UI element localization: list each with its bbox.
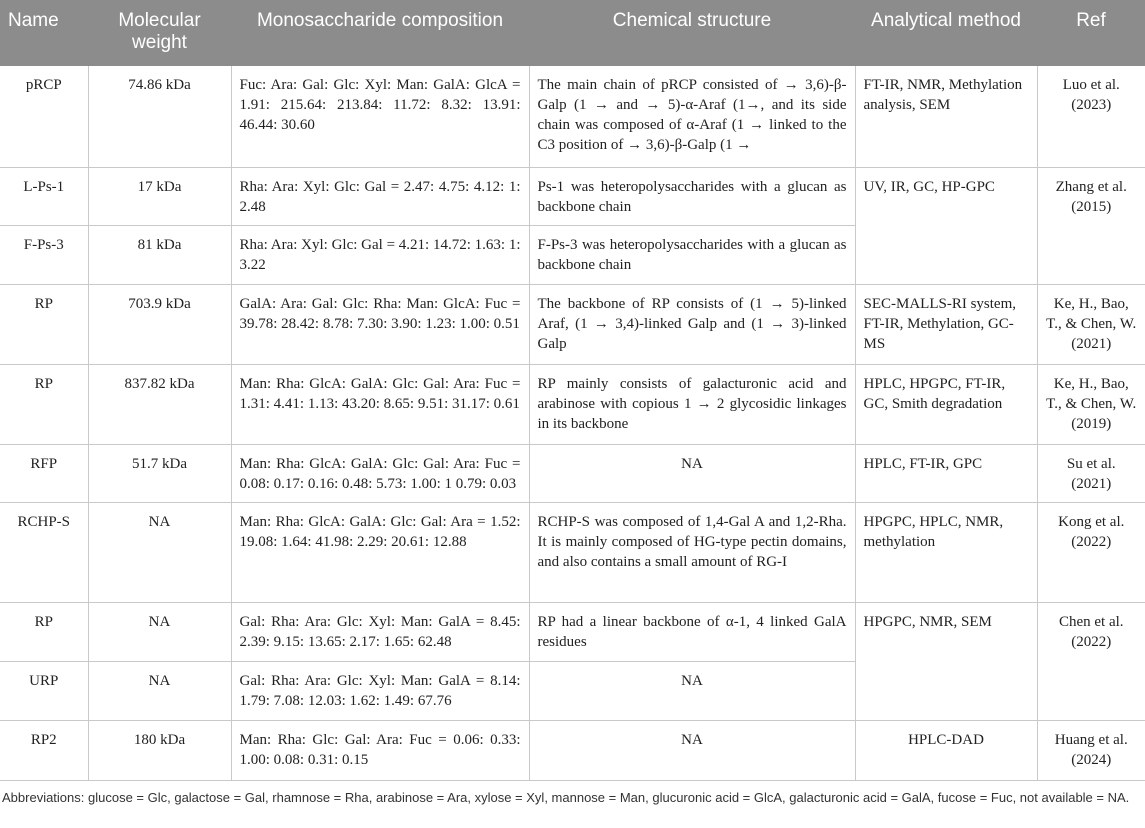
cell-chemical-structure: The main chain of pRCP consisted of → 3,6)-β-Galp (1 → and → 5)-α-Araf (1→, and its side chain was composed of α-Araf (1 → linked to the C3 position of → 3,6)-β-Galp (1 → xyxy=(529,66,855,167)
cell-chemical-structure: NA xyxy=(529,661,855,720)
cell-name: RCHP-S xyxy=(0,502,88,602)
cell-molecular-weight: NA xyxy=(88,602,231,661)
cell-molecular-weight: 180 kDa xyxy=(88,720,231,780)
cell-molecular-weight: 81 kDa xyxy=(88,225,231,284)
cell-monosaccharide: Man: Rha: GlcA: GalA: Glc: Gal: Ara = 1.52: 19.08: 1.64: 41.98: 2.29: 20.61: 12.88 xyxy=(231,502,529,602)
table-row xyxy=(0,284,1145,364)
cell-name: URP xyxy=(0,661,88,720)
cell-molecular-weight: NA xyxy=(88,502,231,602)
cell-name: pRCP xyxy=(0,66,88,167)
table-row xyxy=(0,720,1145,780)
cell-monosaccharide: Man: Rha: GlcA: GalA: Glc: Gal: Ara: Fuc = 0.08: 0.17: 0.16: 0.48: 5.73: 1.00: 1 0.79: 0.03 xyxy=(231,444,529,502)
cell-name: RFP xyxy=(0,444,88,502)
table-row xyxy=(0,167,1145,225)
cell-ref: Kong et al. (2022) xyxy=(1037,502,1145,602)
cell-analytical-method: HPLC, FT-IR, GPC xyxy=(855,444,1037,502)
header-ref: Ref xyxy=(1037,0,1145,66)
cell-molecular-weight: 703.9 kDa xyxy=(88,284,231,364)
cell-name: L-Ps-1 xyxy=(0,167,88,225)
header-monosaccharide: Monosaccharide composition xyxy=(231,0,529,66)
cell-monosaccharide: Gal: Rha: Ara: Glc: Xyl: Man: GalA = 8.45: 2.39: 9.15: 13.65: 2.17: 1.65: 62.48 xyxy=(231,602,529,661)
cell-monosaccharide: Rha: Ara: Xyl: Glc: Gal = 4.21: 14.72: 1.63: 1: 3.22 xyxy=(231,225,529,284)
cell-name: RP xyxy=(0,602,88,661)
cell-molecular-weight: 51.7 kDa xyxy=(88,444,231,502)
cell-monosaccharide: Rha: Ara: Xyl: Glc: Gal = 2.47: 4.75: 4.12: 1: 2.48 xyxy=(231,167,529,225)
cell-molecular-weight: 17 kDa xyxy=(88,167,231,225)
cell-analytical-method: HPLC, HPGPC, FT-IR, GC, Smith degradation xyxy=(855,364,1037,444)
header-analytical-method: Analytical method xyxy=(855,0,1037,66)
cell-monosaccharide: GalA: Ara: Gal: Glc: Rha: Man: GlcA: Fuc = 39.78: 28.42: 8.78: 7.30: 3.90: 1.23: 1.00: 0.51 xyxy=(231,284,529,364)
cell-molecular-weight: NA xyxy=(88,661,231,720)
cell-chemical-structure: NA xyxy=(529,720,855,780)
table-row xyxy=(0,364,1145,444)
cell-chemical-structure: The backbone of RP consists of (1 → 5)-linked Araf, (1 → 3,4)-linked Galp and (1 → 3)-linked Galp xyxy=(529,284,855,364)
header-chemical-structure: Chemical structure xyxy=(529,0,855,66)
cell-chemical-structure: F-Ps-3 was heteropolysaccharides with a glucan as backbone chain xyxy=(529,225,855,284)
cell-chemical-structure: Ps-1 was heteropolysaccharides with a glucan as backbone chain xyxy=(529,167,855,225)
cell-name: RP xyxy=(0,284,88,364)
cell-ref: Ke, H., Bao, T., & Chen, W. (2021) xyxy=(1037,284,1145,364)
cell-chemical-structure: RP had a linear backbone of α-1, 4 linked GalA residues xyxy=(529,602,855,661)
cell-ref: Chen et al. (2022) xyxy=(1037,602,1145,720)
cell-ref: Zhang et al. (2015) xyxy=(1037,167,1145,284)
cell-analytical-method: HPLC-DAD xyxy=(855,720,1037,780)
table-row xyxy=(0,66,1145,167)
table-row xyxy=(0,444,1145,502)
cell-name: RP xyxy=(0,364,88,444)
cell-ref: Ke, H., Bao, T., & Chen, W. (2019) xyxy=(1037,364,1145,444)
cell-monosaccharide: Man: Rha: Glc: Gal: Ara: Fuc = 0.06: 0.33: 1.00: 0.08: 0.31: 0.15 xyxy=(231,720,529,780)
cell-ref: Su et al. (2021) xyxy=(1037,444,1145,502)
header-molecular-weight: Molecular weight xyxy=(88,0,231,66)
table-row xyxy=(0,602,1145,661)
cell-molecular-weight: 837.82 kDa xyxy=(88,364,231,444)
cell-name: RP2 xyxy=(0,720,88,780)
cell-ref: Luo et al. (2023) xyxy=(1037,66,1145,167)
cell-molecular-weight: 74.86 kDa xyxy=(88,66,231,167)
cell-ref: Huang et al. (2024) xyxy=(1037,720,1145,780)
table-row xyxy=(0,502,1145,602)
cell-chemical-structure: RCHP-S was composed of 1,4-Gal A and 1,2-Rha. It is mainly composed of HG-type pectin domains, and also contains a small amount of RG-I xyxy=(529,502,855,602)
header-name: Name xyxy=(0,0,88,66)
header-row xyxy=(0,0,1145,66)
cell-analytical-method: FT-IR, NMR, Methylation analysis, SEM xyxy=(855,66,1037,167)
cell-monosaccharide: Fuc: Ara: Gal: Glc: Xyl: Man: GalA: GlcA = 1.91: 215.64: 213.84: 11.72: 8.32: 13.91: 46.44: 30.60 xyxy=(231,66,529,167)
cell-monosaccharide: Man: Rha: GlcA: GalA: Glc: Gal: Ara: Fuc = 1.31: 4.41: 1.13: 43.20: 8.65: 9.51: 31.17: 0.61 xyxy=(231,364,529,444)
table-footnote: Abbreviations: glucose = Glc, galactose = Gal, rhamnose = Rha, arabinose = Ara, xylose = Xyl, mannose = Man, glucuronic acid = GlcA, galacturonic acid = GalA, fucose = Fuc, not available = NA. xyxy=(2,789,1130,805)
cell-name: F-Ps-3 xyxy=(0,225,88,284)
cell-analytical-method: UV, IR, GC, HP-GPC xyxy=(855,167,1037,284)
cell-chemical-structure: RP mainly consists of galacturonic acid and arabinose with copious 1 → 2 glycosidic linkages in its backbone xyxy=(529,364,855,444)
cell-chemical-structure: NA xyxy=(529,444,855,502)
cell-analytical-method: HPGPC, HPLC, NMR, methylation xyxy=(855,502,1037,602)
cell-analytical-method: HPGPC, NMR, SEM xyxy=(855,602,1037,720)
cell-analytical-method: SEC-MALLS-RI system, FT-IR, Methylation, GC-MS xyxy=(855,284,1037,364)
cell-monosaccharide: Gal: Rha: Ara: Glc: Xyl: Man: GalA = 8.14: 1.79: 7.08: 12.03: 1.62: 1.49: 67.76 xyxy=(231,661,529,720)
